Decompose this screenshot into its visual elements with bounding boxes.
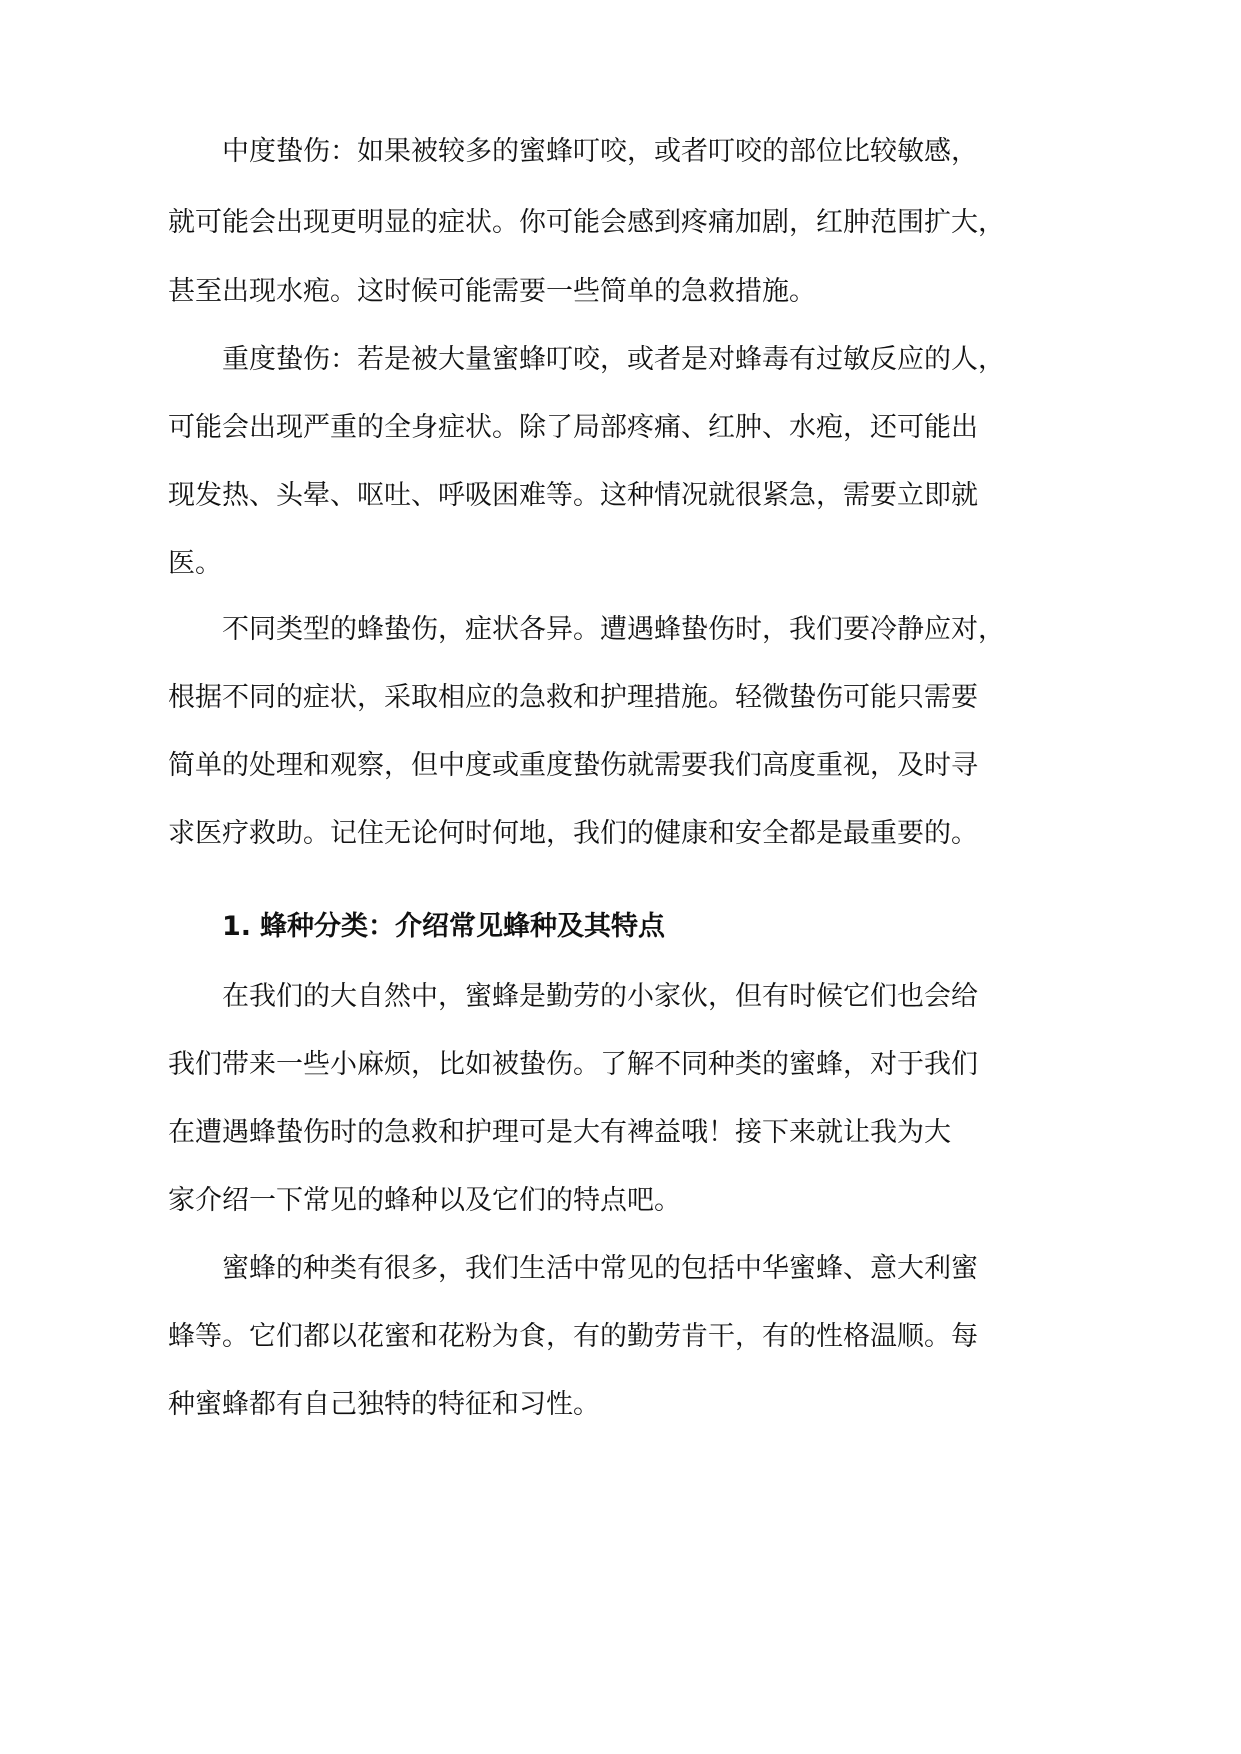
text-line: 根据不同的症状，采取相应的急救和护理措施。轻微蛰伤可能只需要: [168, 682, 978, 713]
text-line: 我们带来一些小麻烦，比如被蛰伤。了解不同种类的蜜蜂，对于我们: [168, 1049, 978, 1080]
text-line: 可能会出现严重的全身症状。除了局部疼痛、红肿、水疱，还可能出: [168, 412, 978, 443]
text-line: 蜂等。它们都以花蜜和花粉为食，有的勤劳肯干，有的性格温顺。每: [168, 1321, 978, 1352]
text-line: 中度蛰伤：如果被较多的蜜蜂叮咬，或者叮咬的部位比较敏感，: [222, 136, 978, 167]
text-line: 甚至出现水疱。这时候可能需要一些简单的急救措施。: [168, 276, 816, 307]
text-line: 求医疗救助。记住无论何时何地，我们的健康和安全都是最重要的。: [168, 818, 978, 849]
text-line: 在我们的大自然中，蜜蜂是勤劳的小家伙，但有时候它们也会给: [222, 981, 978, 1012]
text-line: 在遭遇蜂蛰伤时的急救和护理可是大有裨益哦！接下来就让我为大: [168, 1117, 951, 1148]
section-title: 蜂种分类：介绍常见蜂种及其特点: [260, 911, 665, 942]
text-line: 蜜蜂的种类有很多，我们生活中常见的包括中华蜜蜂、意大利蜜: [222, 1253, 978, 1284]
text-line: 医。: [168, 548, 222, 579]
text-line: 现发热、头晕、呕吐、呼吸困难等。这种情况就很紧急，需要立即就: [168, 480, 978, 511]
text-line: 不同类型的蜂蛰伤，症状各异。遭遇蜂蛰伤时，我们要冷静应对，: [222, 614, 1005, 645]
text-line: 种蜜蜂都有自己独特的特征和习性。: [168, 1389, 600, 1420]
section-number: 1.: [222, 911, 252, 942]
text-line: 就可能会出现更明显的症状。你可能会感到疼痛加剧，红肿范围扩大，: [168, 207, 1005, 238]
text-line: 家介绍一下常见的蜂种以及它们的特点吧。: [168, 1185, 681, 1216]
text-line: 简单的处理和观察，但中度或重度蛰伤就需要我们高度重视，及时寻: [168, 750, 978, 781]
text-line: 重度蛰伤：若是被大量蜜蜂叮咬，或者是对蜂毒有过敏反应的人，: [222, 344, 1005, 375]
